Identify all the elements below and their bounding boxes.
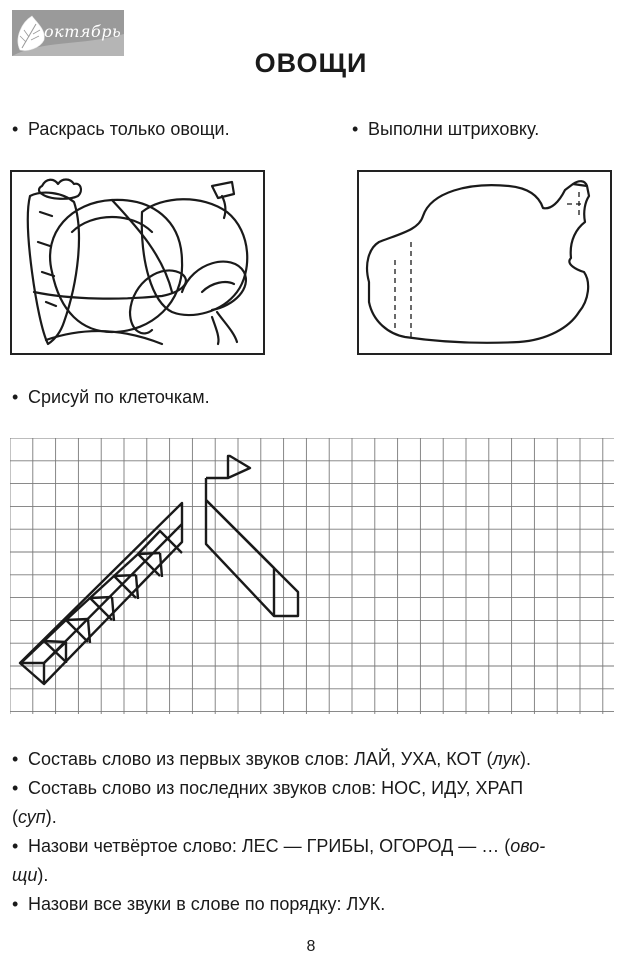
task-text: Выполни штриховку.	[368, 119, 540, 139]
bullet: •	[352, 119, 359, 139]
question-text: Составь слово из первых звуков слов: ЛАЙ, УХА, КОТ (	[28, 749, 493, 769]
pepper-outline-drawing	[359, 172, 610, 353]
question-item	[12, 745, 612, 774]
vegetables-coloring-frame	[10, 170, 265, 355]
question-close: ).	[45, 807, 57, 827]
bullet: •	[12, 778, 19, 798]
question-item	[12, 774, 612, 832]
answer-text-continued: щи	[12, 865, 38, 885]
page-title: ОВОЩИ	[254, 48, 368, 78]
answer-text: суп	[18, 807, 46, 827]
bullet: •	[12, 894, 19, 914]
task-color-label	[12, 117, 230, 141]
question-item	[12, 890, 612, 919]
task-copy-label	[12, 385, 210, 409]
question-text: Составь слово из последних звуков слов: НОС, ИДУ, ХРАП	[28, 778, 524, 798]
question-item	[12, 832, 612, 890]
bullet: •	[12, 387, 19, 407]
bullet: •	[12, 119, 19, 139]
task-text: Срисуй по клеточкам.	[28, 387, 210, 407]
question-close: ).	[37, 865, 49, 885]
task-text: Раскрась только овощи.	[28, 119, 230, 139]
task-hatch-label	[352, 117, 539, 141]
axe-drawing	[20, 456, 298, 684]
bullet: •	[12, 749, 19, 769]
grid-lines	[10, 438, 614, 714]
question-text: Назови четвёртое слово: ЛЕС — ГРИБЫ, ОГОРОД — … (	[28, 836, 511, 856]
vegetables-outline-drawing	[12, 172, 263, 353]
answer-text: ово-	[510, 836, 546, 856]
question-close: ).	[519, 749, 531, 769]
copy-grid	[10, 438, 614, 714]
question-text: Назови все звуки в слове по порядку: ЛУК.	[28, 894, 386, 914]
answer-text: лук	[492, 749, 520, 769]
page-number: 8	[306, 938, 316, 955]
question-open: (	[12, 807, 18, 827]
month-label: октябрь	[44, 22, 122, 41]
pepper-hatching-frame	[357, 170, 612, 355]
questions-block	[12, 745, 612, 919]
bullet: •	[12, 836, 19, 856]
